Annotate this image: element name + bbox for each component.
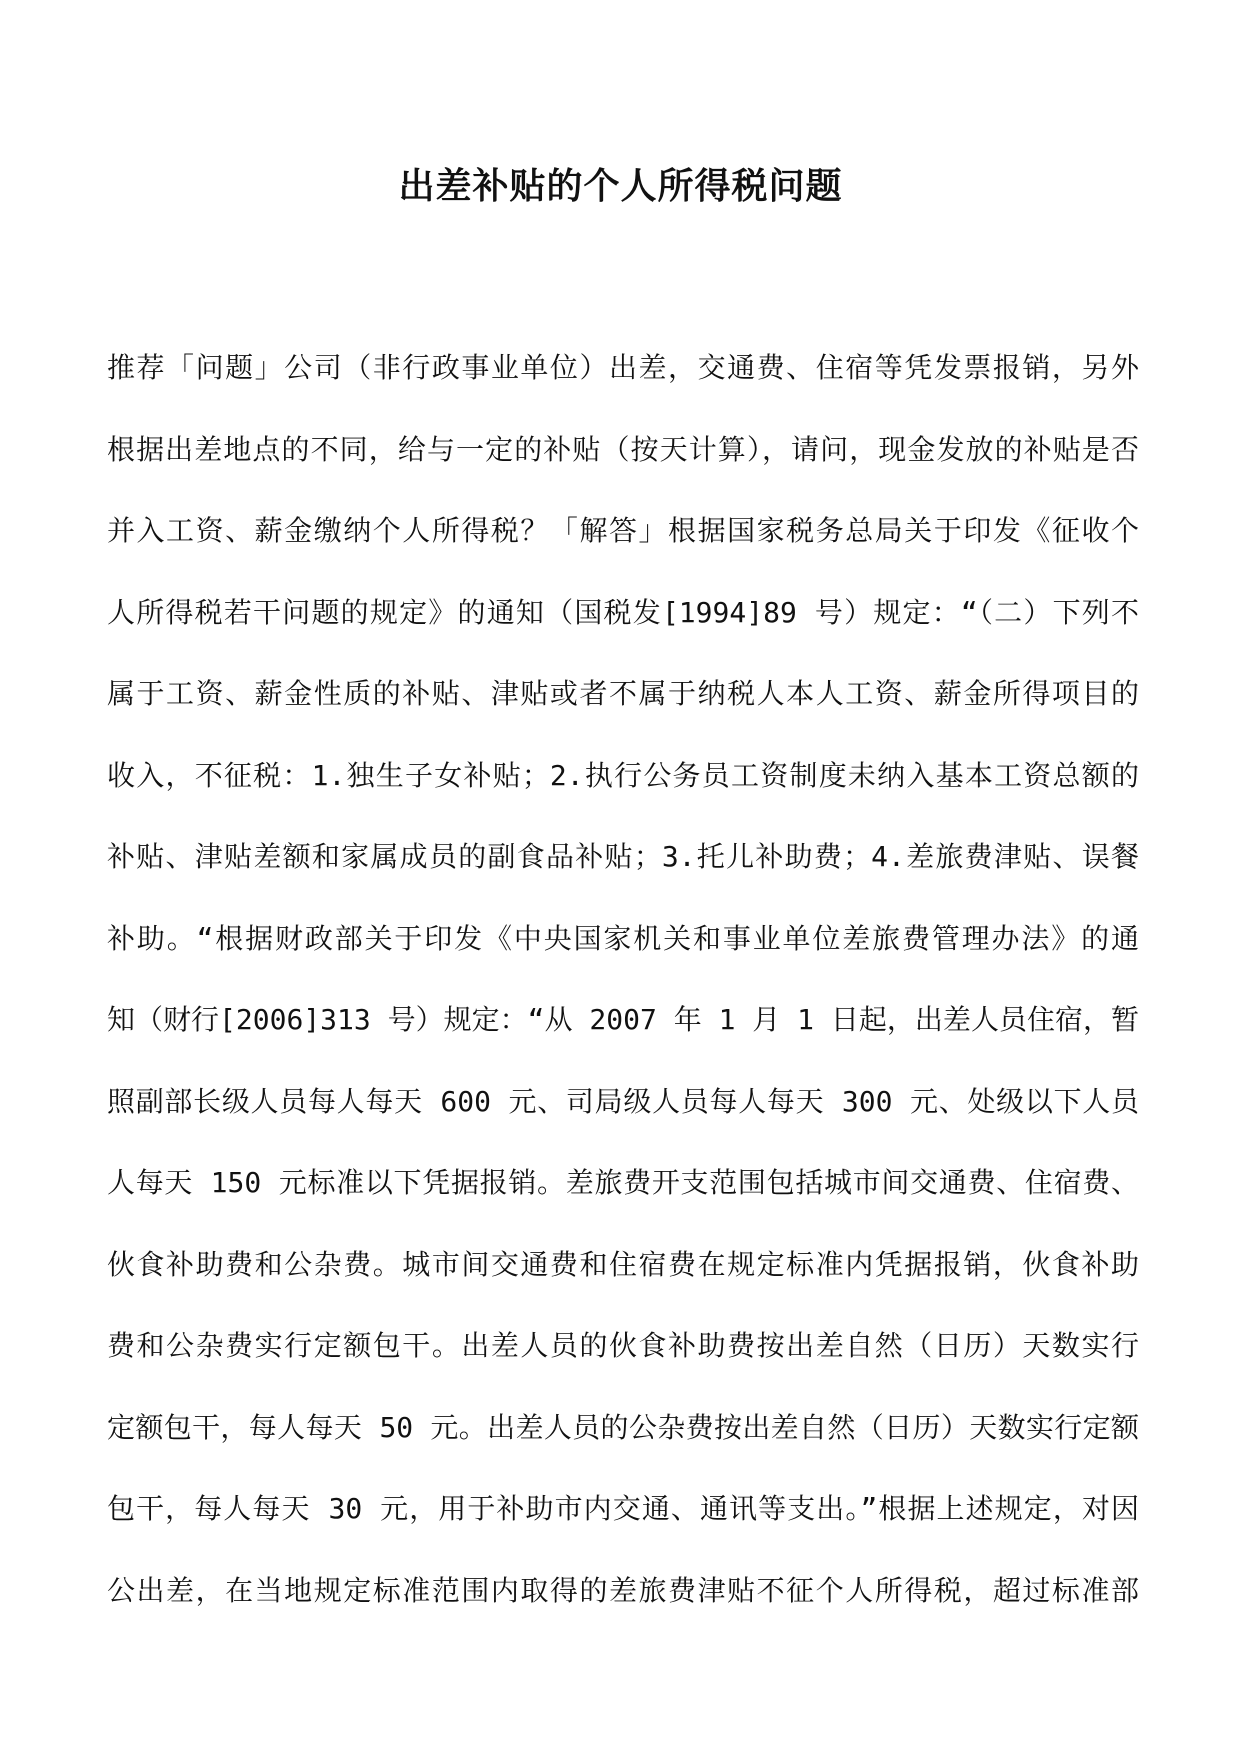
body-line: 并入工资、薪金缴纳个人所得税？「解答」根据国家税务总局关于印发《征收个 <box>107 514 1139 547</box>
body-line: 人每天 150 元标准以下凭据报销。差旅费开支范围包括城市间交通费、住宿费、 <box>107 1166 1139 1199</box>
body-line: 知（财行[2006]313 号）规定：“从 2007 年 1 月 1 日起，出差人员住宿，暂 <box>107 1003 1139 1036</box>
body-line: 公出差，在当地规定标准范围内取得的差旅费津贴不征个人所得税，超过标准部 <box>107 1573 1139 1607</box>
body-line: 伙食补助费和公杂费。城市间交通费和住宿费在规定标准内凭据报销，伙食补助 <box>107 1247 1139 1281</box>
body-line: 补贴、津贴差额和家属成员的副食品补贴；3.托儿补助费；4.差旅费津贴、误餐 <box>107 840 1139 873</box>
body-line: 定额包干，每人每天 50 元。出差人员的公杂费按出差自然（日历）天数实行定额 <box>107 1410 1139 1444</box>
body-line: 收入，不征税：1.独生子女补贴；2.执行公务员工资制度未纳入基本工资总额的 <box>107 758 1139 792</box>
body-line: 人所得税若干问题的规定》的通知（国税发[1994]89 号）规定：“（二）下列不 <box>107 595 1139 629</box>
document-title: 出差补贴的个人所得税问题 <box>398 165 843 207</box>
body-line: 费和公杂费实行定额包干。出差人员的伙食补助费按出差自然（日历）天数实行 <box>107 1329 1139 1362</box>
body-line: 推荐「问题」公司（非行政事业单位）出差，交通费、住宿等凭发票报销，另外 <box>107 351 1139 384</box>
document-body <box>107 327 1139 1631</box>
body-line: 包干，每人每天 30 元，用于补助市内交通、通讯等支出。”根据上述规定，对因 <box>107 1492 1139 1525</box>
body-line: 照副部长级人员每人每天 600 元、司局级人员每人每天 300 元、处级以下人员 <box>107 1084 1139 1118</box>
body-line: 属于工资、薪金性质的补贴、津贴或者不属于纳税人本人工资、薪金所得项目的 <box>107 677 1139 710</box>
body-line: 补助。“根据财政部关于印发《中央国家机关和事业单位差旅费管理办法》的通 <box>107 921 1139 955</box>
body-line: 根据出差地点的不同，给与一定的补贴（按天计算），请问，现金发放的补贴是否 <box>107 432 1139 466</box>
